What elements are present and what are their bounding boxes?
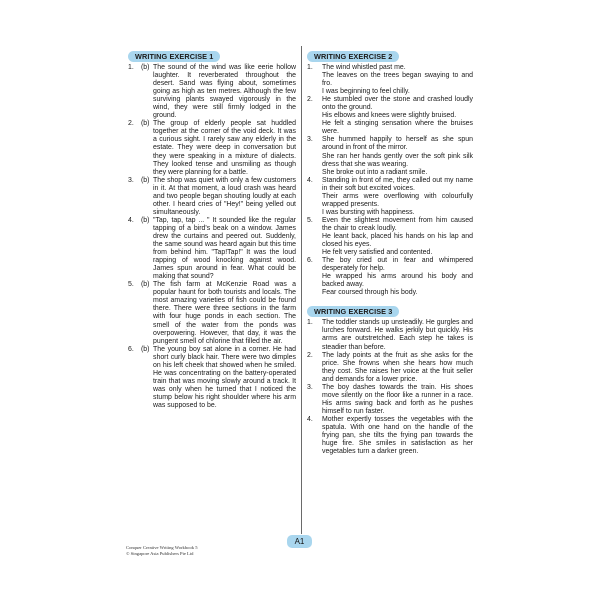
item-line: The lady points at the fruit as she asks for the price. She frowns when she hears how much they cost. She raises her voice at the fruit seller and demands for a lower price. <box>322 351 473 383</box>
item-line: The boy cried out in fear and whimpered desperately for help. <box>322 257 473 273</box>
exercise-section <box>307 301 473 456</box>
list-item <box>128 281 296 345</box>
list-item <box>307 384 473 416</box>
item-line: The toddler stands up unsteadily. He gurgles and lurches forward. He walks jerkily but quickly. His arms are outstretched. Each step he takes is steadier than before. <box>322 319 473 351</box>
item-number: 2. <box>307 96 313 104</box>
list-item <box>307 136 473 176</box>
section-heading: WRITING EXERCISE 1 <box>128 51 220 62</box>
item-number: 3. <box>128 176 134 184</box>
column-divider <box>301 46 302 534</box>
item-number: 3. <box>307 383 313 391</box>
item-text: The group of elderly people sat huddled together at the corner of the void deck. It was a curious sight. I rarely saw any elderly in the estate. They were deep in conversation but they were speaking in a mixture of dialects. They looked tense and unsmiling as though they were planning for a battle. <box>153 120 296 176</box>
list-item <box>307 319 473 351</box>
item-number: 5. <box>307 216 313 224</box>
list-item <box>307 177 473 217</box>
item-line: Fear coursed through his body. <box>322 289 418 297</box>
item-sub-label: (b) <box>141 176 150 184</box>
item-text: The young boy sat alone in a corner. He had short curly black hair. There were two dimples on his left cheek that showed when he smiled. He was concentrating on the battery-operated train that was moving slowly around a track. It was only when he turned that I noticed the stump below his right shoulder where his arm was supposed to be. <box>153 345 296 409</box>
item-sub-label: (b) <box>141 120 150 128</box>
item-text: The shop was quiet with only a few customers in it. At that moment, a loud crash was heard and two people began shouting loudly at each other. I heard cries of "Hey!" being yelled out simultaneously. <box>153 176 296 216</box>
item-sub-label: (b) <box>141 345 150 353</box>
item-line: She broke out into a radiant smile. <box>322 168 428 176</box>
item-line: He felt a stinging sensation where the bruises were. <box>322 120 473 136</box>
item-sub-label: (b) <box>141 64 150 71</box>
list-item <box>307 257 473 297</box>
list-item <box>307 416 473 456</box>
item-line: The boy dashes towards the train. His shoes move silently on the floor like a runner in a race. His arms swing back and forth as he pushes himself to run faster. <box>322 383 473 415</box>
item-line: He wrapped his arms around his body and backed away. <box>322 273 473 289</box>
list-item <box>307 64 473 96</box>
item-line: The leaves on the trees began swaying to and fro. <box>322 72 473 88</box>
item-line: I was bursting with happiness. <box>322 208 415 216</box>
list-item <box>128 217 296 281</box>
item-sub-label: (b) <box>141 281 150 289</box>
item-text: The sound of the wind was like eerie hollow laughter. It reverberated throughout the desert. Sand was flying about, sometimes going as high as ten metres. Although the few surviving plants swayed vigorously in the wind, they were still firmly lodged in the ground. <box>153 64 296 120</box>
list-item <box>128 64 296 120</box>
item-number: 4. <box>128 216 134 224</box>
item-line: I was beginning to feel chilly. <box>322 88 410 96</box>
item-line: His elbows and knees were slightly bruised. <box>322 112 457 120</box>
item-number: 1. <box>307 64 313 71</box>
item-number: 1. <box>128 64 134 71</box>
item-text: The fish farm at McKenzie Road was a popular haunt for both tourists and locals. The most amazing varieties of fish could be found there. There were three sections in the farm with four huge ponds in each section. The smell of the water from the ponds was overpowering. However, that day, it was the pungent smell of chlorine that filled the air. <box>153 281 296 345</box>
item-text: "Tap, tap, tap ... " It sounded like the regular tapping of a bird's beak on a window. James drew the curtains and peered out. Suddenly, the same sound was heard again but this time from behind him. "Tap!Tap!" It was the loud rapping of wood knocking against wood. James spun around in fear. What could be making that sound? <box>153 216 296 281</box>
exercise-section <box>307 46 473 297</box>
item-line: Standing in front of me, they called out my name in their soft but excited voices. <box>322 176 473 192</box>
list-item <box>307 96 473 136</box>
item-sub-label: (b) <box>141 216 150 224</box>
page-number-badge: A1 <box>287 535 312 548</box>
item-line: Mother expertly tosses the vegetables with the spatula. With one hand on the handle of the frying pan, she tilts the frying pan towards the huge fire. She smiles in satisfaction as her vegetables turn a darker green. <box>322 415 473 456</box>
item-number: 4. <box>307 176 313 184</box>
list-item <box>128 120 296 176</box>
item-number: 3. <box>307 136 313 144</box>
item-line: He leant back, placed his hands on his lap and closed his eyes. <box>322 232 473 249</box>
left-column <box>128 46 296 410</box>
footer-title: Conquer Creative Writing Workbook 5 <box>126 545 198 550</box>
item-line: The wind whistled past me. <box>322 64 406 71</box>
list-item <box>307 352 473 384</box>
item-line: Even the slightest movement from him caused the chair to creak loudly. <box>322 216 473 232</box>
item-number: 5. <box>128 281 134 289</box>
item-line: He felt very satisfied and contented. <box>322 249 433 257</box>
item-number: 2. <box>307 351 313 359</box>
list-item <box>128 177 296 217</box>
item-number: 6. <box>307 257 313 265</box>
list-item <box>128 346 296 410</box>
section-heading: WRITING EXERCISE 3 <box>307 306 399 317</box>
item-line: He stumbled over the stone and crashed loudly onto the ground. <box>322 96 473 112</box>
footer-copyright: © Singapore Asia Publishers Pte Ltd <box>126 550 194 556</box>
item-number: 4. <box>307 415 313 423</box>
section-heading: WRITING EXERCISE 2 <box>307 51 399 62</box>
item-line: She hummed happily to herself as she spun around in front of the mirror. <box>322 136 473 152</box>
list-item <box>307 217 473 257</box>
right-column <box>307 46 473 460</box>
item-line: Their arms were overflowing with colourfully wrapped presents. <box>322 192 473 208</box>
item-number: 6. <box>128 345 134 353</box>
item-number: 2. <box>128 120 134 128</box>
footer <box>126 545 198 556</box>
item-number: 1. <box>307 319 313 327</box>
exercise-1-list <box>128 64 296 410</box>
item-line: She ran her hands gently over the soft pink silk dress that she was wearing. <box>322 152 473 168</box>
